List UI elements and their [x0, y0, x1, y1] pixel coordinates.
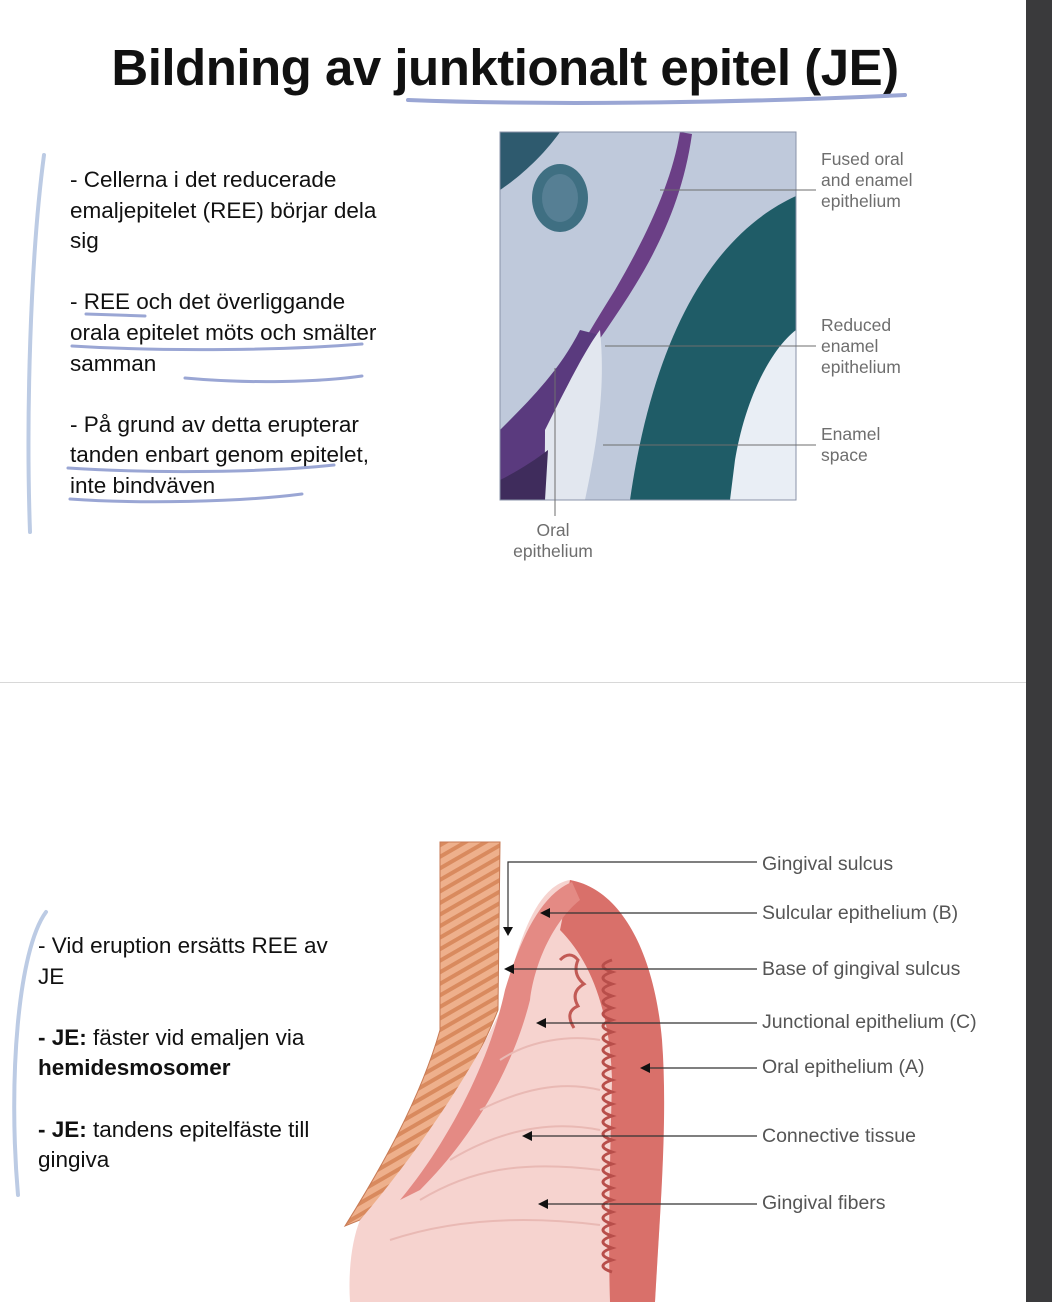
label-fused-epithelium: Fused oral and enamel epithelium [821, 149, 913, 211]
label-gingival-sulcus: Gingival sulcus [762, 853, 894, 875]
label-sulcular-epithelium: Sulcular epithelium (B) [762, 902, 959, 924]
bullet-bold-term: hemidesmosomer [38, 1055, 231, 1081]
bullet-text: fäster vid emaljen via [86, 1024, 305, 1050]
bullet-prefix: - JE: [38, 1024, 87, 1050]
label-base-of-gingival-sulcus: Base of gingival sulcus [762, 958, 961, 980]
label-junctional-epithelium: Junctional epithelium (C) [762, 1011, 977, 1033]
label-connective-tissue: Connective tissue [762, 1125, 916, 1147]
bullet-prefix: - JE: [38, 1116, 87, 1142]
label-oral-epithelium-a: Oral epithelium (A) [762, 1056, 925, 1078]
bullet-item: - Vid eruption ersätts REE av JE [38, 933, 328, 989]
label-reduced-enamel-epithelium: Reduced enamel epithelium [821, 315, 901, 377]
bullet-text: tandens epitelfäste till gingiva [38, 1116, 310, 1173]
label-oral-epithelium: Oral epithelium [513, 520, 593, 561]
label-gingival-fibers: Gingival fibers [762, 1192, 886, 1214]
bullet-item: - Cellerna i det reducerade emaljepitelet (REE) börjar dela sig [70, 167, 377, 254]
page-title: Bildning av junktionalt epitel (JE) [111, 39, 899, 96]
label-enamel-space: Enamel space [821, 424, 881, 465]
bullet-item: - På grund av detta erupterar tanden enbart genom epitelet, inte bindväven [70, 411, 369, 498]
bullet-item: - REE och det överliggande orala epitelet möts och smälter samman [70, 289, 377, 376]
